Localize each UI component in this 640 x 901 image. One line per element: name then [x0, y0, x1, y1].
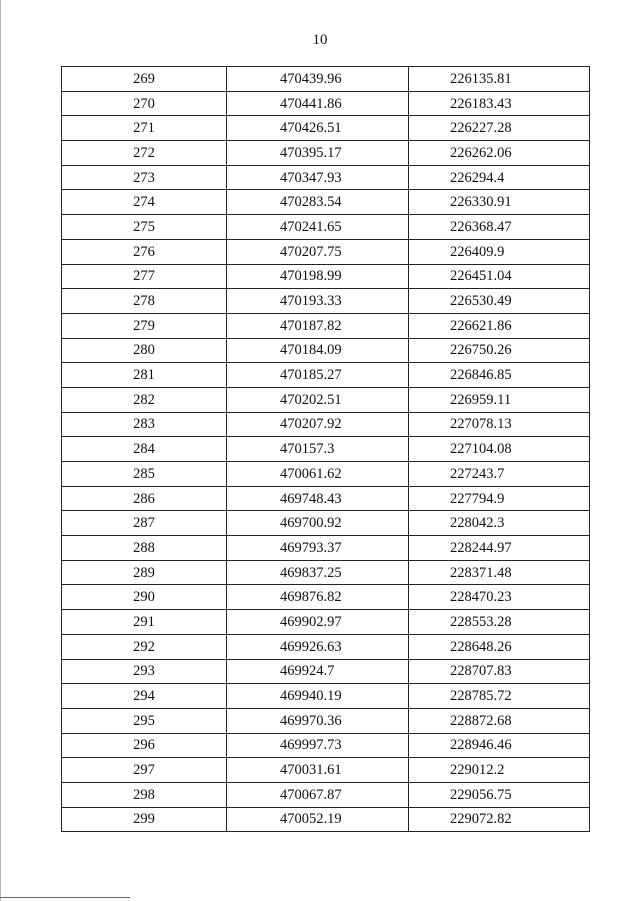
y-coordinate-cell: 228470.23 — [409, 585, 590, 610]
table-row — [62, 684, 590, 709]
table-row — [62, 437, 590, 462]
x-coordinate-cell: 469793.37 — [227, 536, 409, 561]
x-coordinate-cell: 470184.09 — [227, 338, 409, 363]
x-coordinate-cell: 470202.51 — [227, 387, 409, 412]
x-coordinate-cell: 470283.54 — [227, 190, 409, 215]
x-coordinate-cell: 470426.51 — [227, 116, 409, 141]
x-coordinate-cell: 469997.73 — [227, 733, 409, 758]
y-coordinate-cell: 229012.2 — [409, 758, 590, 783]
point-number-cell: 287 — [62, 511, 227, 536]
point-number-cell: 298 — [62, 782, 227, 807]
y-coordinate-cell: 226330.91 — [409, 190, 590, 215]
point-number-cell: 289 — [62, 560, 227, 585]
x-coordinate-cell: 470185.27 — [227, 363, 409, 388]
x-coordinate-cell: 469700.92 — [227, 511, 409, 536]
point-number-cell: 294 — [62, 684, 227, 709]
scan-edge-left — [0, 0, 1, 901]
table-row — [62, 141, 590, 166]
point-number-cell: 292 — [62, 634, 227, 659]
coordinates-table — [61, 66, 590, 832]
point-number-cell: 295 — [62, 708, 227, 733]
y-coordinate-cell: 226959.11 — [409, 387, 590, 412]
x-coordinate-cell: 469902.97 — [227, 610, 409, 635]
point-number-cell: 272 — [62, 141, 227, 166]
x-coordinate-cell: 470193.33 — [227, 289, 409, 314]
table-row — [62, 165, 590, 190]
point-number-cell: 296 — [62, 733, 227, 758]
point-number-cell: 274 — [62, 190, 227, 215]
x-coordinate-cell: 470061.62 — [227, 462, 409, 487]
point-number-cell: 283 — [62, 412, 227, 437]
x-coordinate-cell: 469837.25 — [227, 560, 409, 585]
y-coordinate-cell: 229056.75 — [409, 782, 590, 807]
x-coordinate-cell: 470157.3 — [227, 437, 409, 462]
table-row — [62, 363, 590, 388]
y-coordinate-cell: 226621.86 — [409, 313, 590, 338]
point-number-cell: 293 — [62, 659, 227, 684]
x-coordinate-cell: 470347.93 — [227, 165, 409, 190]
y-coordinate-cell: 228707.83 — [409, 659, 590, 684]
x-coordinate-cell: 470198.99 — [227, 264, 409, 289]
x-coordinate-cell: 469748.43 — [227, 486, 409, 511]
y-coordinate-cell: 227078.13 — [409, 412, 590, 437]
table-row — [62, 536, 590, 561]
table-row — [62, 91, 590, 116]
y-coordinate-cell: 228042.3 — [409, 511, 590, 536]
x-coordinate-cell: 470067.87 — [227, 782, 409, 807]
x-coordinate-cell: 470207.92 — [227, 412, 409, 437]
x-coordinate-cell: 470241.65 — [227, 215, 409, 240]
table-row — [62, 659, 590, 684]
point-number-cell: 299 — [62, 807, 227, 832]
table-row — [62, 313, 590, 338]
y-coordinate-cell: 226530.49 — [409, 289, 590, 314]
y-coordinate-cell: 226227.28 — [409, 116, 590, 141]
table-row — [62, 486, 590, 511]
point-number-cell: 273 — [62, 165, 227, 190]
y-coordinate-cell: 227104.08 — [409, 437, 590, 462]
x-coordinate-cell: 470187.82 — [227, 313, 409, 338]
y-coordinate-cell: 228244.97 — [409, 536, 590, 561]
table-row — [62, 67, 590, 92]
scan-edge-bottom — [0, 897, 130, 898]
x-coordinate-cell: 470441.86 — [227, 91, 409, 116]
y-coordinate-cell: 226409.9 — [409, 239, 590, 264]
page-number: 10 — [312, 32, 328, 48]
y-coordinate-cell: 226846.85 — [409, 363, 590, 388]
table-row — [62, 634, 590, 659]
y-coordinate-cell: 227794.9 — [409, 486, 590, 511]
table-row — [62, 610, 590, 635]
table-row — [62, 387, 590, 412]
table-row — [62, 758, 590, 783]
y-coordinate-cell: 226183.43 — [409, 91, 590, 116]
point-number-cell: 271 — [62, 116, 227, 141]
table-row — [62, 412, 590, 437]
point-number-cell: 284 — [62, 437, 227, 462]
table-row — [62, 807, 590, 832]
y-coordinate-cell: 226368.47 — [409, 215, 590, 240]
coordinates-table-body — [62, 67, 590, 832]
y-coordinate-cell: 226750.26 — [409, 338, 590, 363]
table-row — [62, 215, 590, 240]
table-row — [62, 264, 590, 289]
y-coordinate-cell: 227243.7 — [409, 462, 590, 487]
point-number-cell: 275 — [62, 215, 227, 240]
table-row — [62, 511, 590, 536]
point-number-cell: 276 — [62, 239, 227, 264]
point-number-cell: 291 — [62, 610, 227, 635]
y-coordinate-cell: 229072.82 — [409, 807, 590, 832]
y-coordinate-cell: 226135.81 — [409, 67, 590, 92]
y-coordinate-cell: 228553.28 — [409, 610, 590, 635]
point-number-cell: 288 — [62, 536, 227, 561]
table-row — [62, 782, 590, 807]
table-row — [62, 708, 590, 733]
point-number-cell: 277 — [62, 264, 227, 289]
x-coordinate-cell: 470207.75 — [227, 239, 409, 264]
table-row — [62, 190, 590, 215]
table-row — [62, 116, 590, 141]
y-coordinate-cell: 228946.46 — [409, 733, 590, 758]
table-row — [62, 239, 590, 264]
point-number-cell: 270 — [62, 91, 227, 116]
y-coordinate-cell: 226262.06 — [409, 141, 590, 166]
x-coordinate-cell: 469926.63 — [227, 634, 409, 659]
point-number-cell: 279 — [62, 313, 227, 338]
table-row — [62, 462, 590, 487]
table-row — [62, 585, 590, 610]
x-coordinate-cell: 470439.96 — [227, 67, 409, 92]
y-coordinate-cell: 228371.48 — [409, 560, 590, 585]
y-coordinate-cell: 226294.4 — [409, 165, 590, 190]
x-coordinate-cell: 469970.36 — [227, 708, 409, 733]
x-coordinate-cell: 470052.19 — [227, 807, 409, 832]
table-row — [62, 560, 590, 585]
table-row — [62, 289, 590, 314]
point-number-cell: 278 — [62, 289, 227, 314]
point-number-cell: 280 — [62, 338, 227, 363]
x-coordinate-cell: 469924.7 — [227, 659, 409, 684]
x-coordinate-cell: 469876.82 — [227, 585, 409, 610]
point-number-cell: 269 — [62, 67, 227, 92]
x-coordinate-cell: 470395.17 — [227, 141, 409, 166]
point-number-cell: 290 — [62, 585, 227, 610]
x-coordinate-cell: 470031.61 — [227, 758, 409, 783]
point-number-cell: 282 — [62, 387, 227, 412]
point-number-cell: 297 — [62, 758, 227, 783]
point-number-cell: 285 — [62, 462, 227, 487]
y-coordinate-cell: 228785.72 — [409, 684, 590, 709]
x-coordinate-cell: 469940.19 — [227, 684, 409, 709]
table-row — [62, 338, 590, 363]
y-coordinate-cell: 228872.68 — [409, 708, 590, 733]
point-number-cell: 281 — [62, 363, 227, 388]
y-coordinate-cell: 226451.04 — [409, 264, 590, 289]
y-coordinate-cell: 228648.26 — [409, 634, 590, 659]
table-row — [62, 733, 590, 758]
point-number-cell: 286 — [62, 486, 227, 511]
